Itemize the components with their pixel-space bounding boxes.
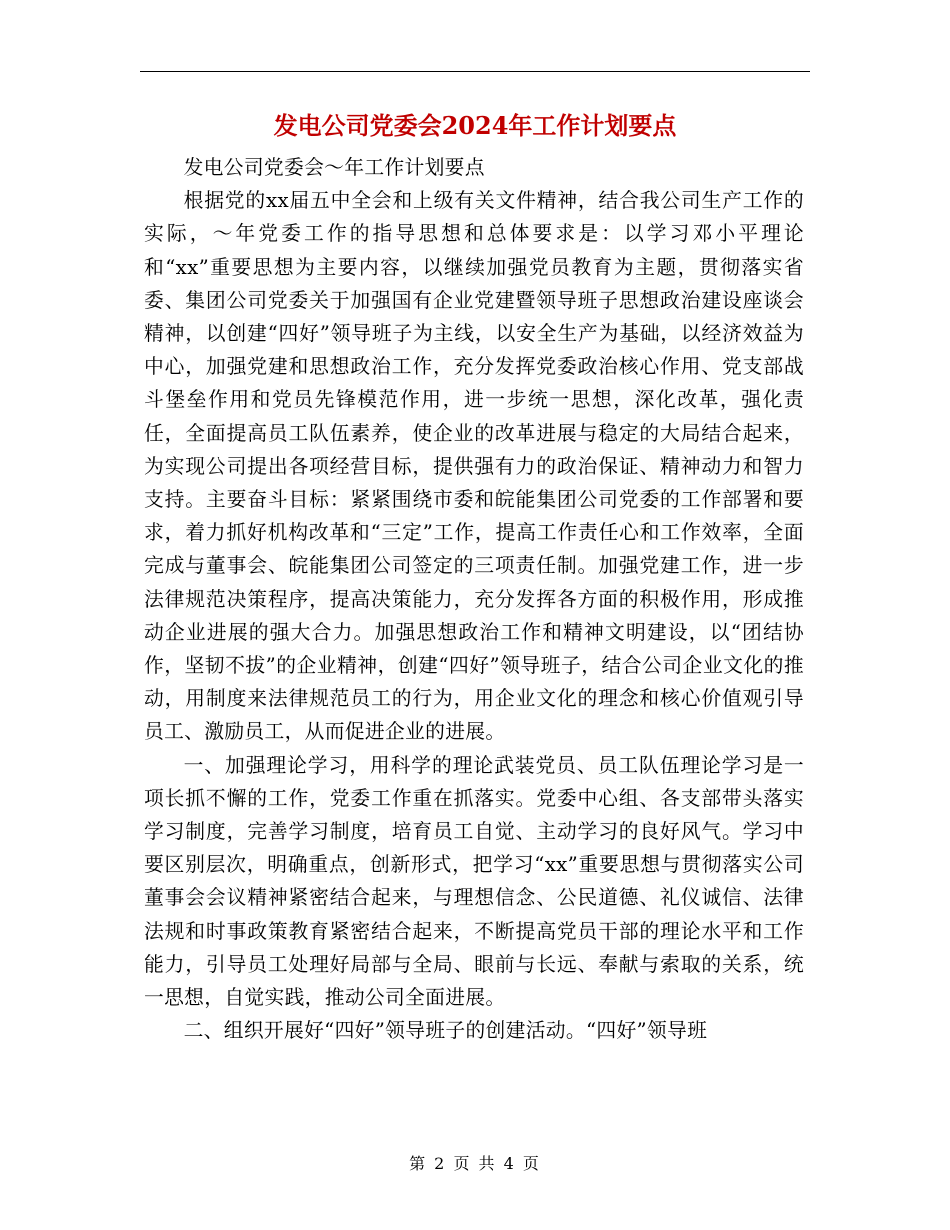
body-paragraph-section-2: 二、组织开展好“四好”领导班子的创建活动。“四好”领导班	[183, 1019, 708, 1043]
body-paragraph-intro: 根据党的xx届五中全会和上级有关文件精神，结合我公司生产工作的实际，～年党委工作的指导思想和总体要求是：以学习邓小平理论和“xx”重要思想为主要内容，以继续加强党员教育为主题，贯彻落实省委、集团公司党委关于加强国有企业党建暨领导班子思想政治建设座谈会精神，以创建“四好”领导班子为主线，以安全生产为基础，以经济效益为中心，加强党建和思想政治工作，充分发挥党委政治核心作用、党支部战斗堡垒作用和党员先锋模范作用，进一步统一思想，深化改革，强化责任，全面提高员工队伍素养，使企业的改革进展与稳定的大局结合起来，为实现公司提出各项经营目标，提供强有力的政治保证、精神动力和智力支持。主要奋斗目标：紧紧围绕市委和皖能集团公司党委的工作部署和要求，着力抓好机构改革和“三定”工作，提高工作责任心和工作效率，全面完成与董事会、皖能集团公司签定的三项责任制。加强党建工作，进一步法律规范决策程序，提高决策能力，充分发挥各方面的积极作用，形成推动企业进展的强大合力。加强思想政治工作和精神文明建设，以“团结协作，坚韧不拔”的企业精神，创建“四好”领导班子，结合公司企业文化的推动，用制度来法律规范员工的行为，用企业文化的理念和核心价值观引导员工、激励员工，从而促进企业的进展。	[144, 189, 804, 744]
document-title: 发电公司党委会2024年工作计划要点	[273, 111, 677, 140]
header-rule	[140, 71, 810, 72]
page-number-footer: 第 2 页 共 4 页	[409, 1154, 541, 1173]
body-paragraph-section-1: 一、加强理论学习，用科学的理论武装党员、员工队伍理论学习是一项长抓不懈的工作，党委工作重在抓落实。党委中心组、各支部带头落实学习制度，完善学习制度，培育员工自觉、主动学习的良好风气。学习中要区别层次，明确重点，创新形式，把学习“xx”重要思想与贯彻落实公司董事会会议精神紧密结合起来，与理想信念、公民道德、礼仪诚信、法律法规和时事政策教育紧密结合起来，不断提高党员干部的理论水平和工作能力，引导员工处理好局部与全局、眼前与长远、奉献与索取的关系，统一思想，自觉实践，推动公司全面进展。	[144, 753, 804, 1010]
document-body	[144, 151, 804, 1047]
subtitle-paragraph: 发电公司党委会～年工作计划要点	[183, 156, 485, 179]
